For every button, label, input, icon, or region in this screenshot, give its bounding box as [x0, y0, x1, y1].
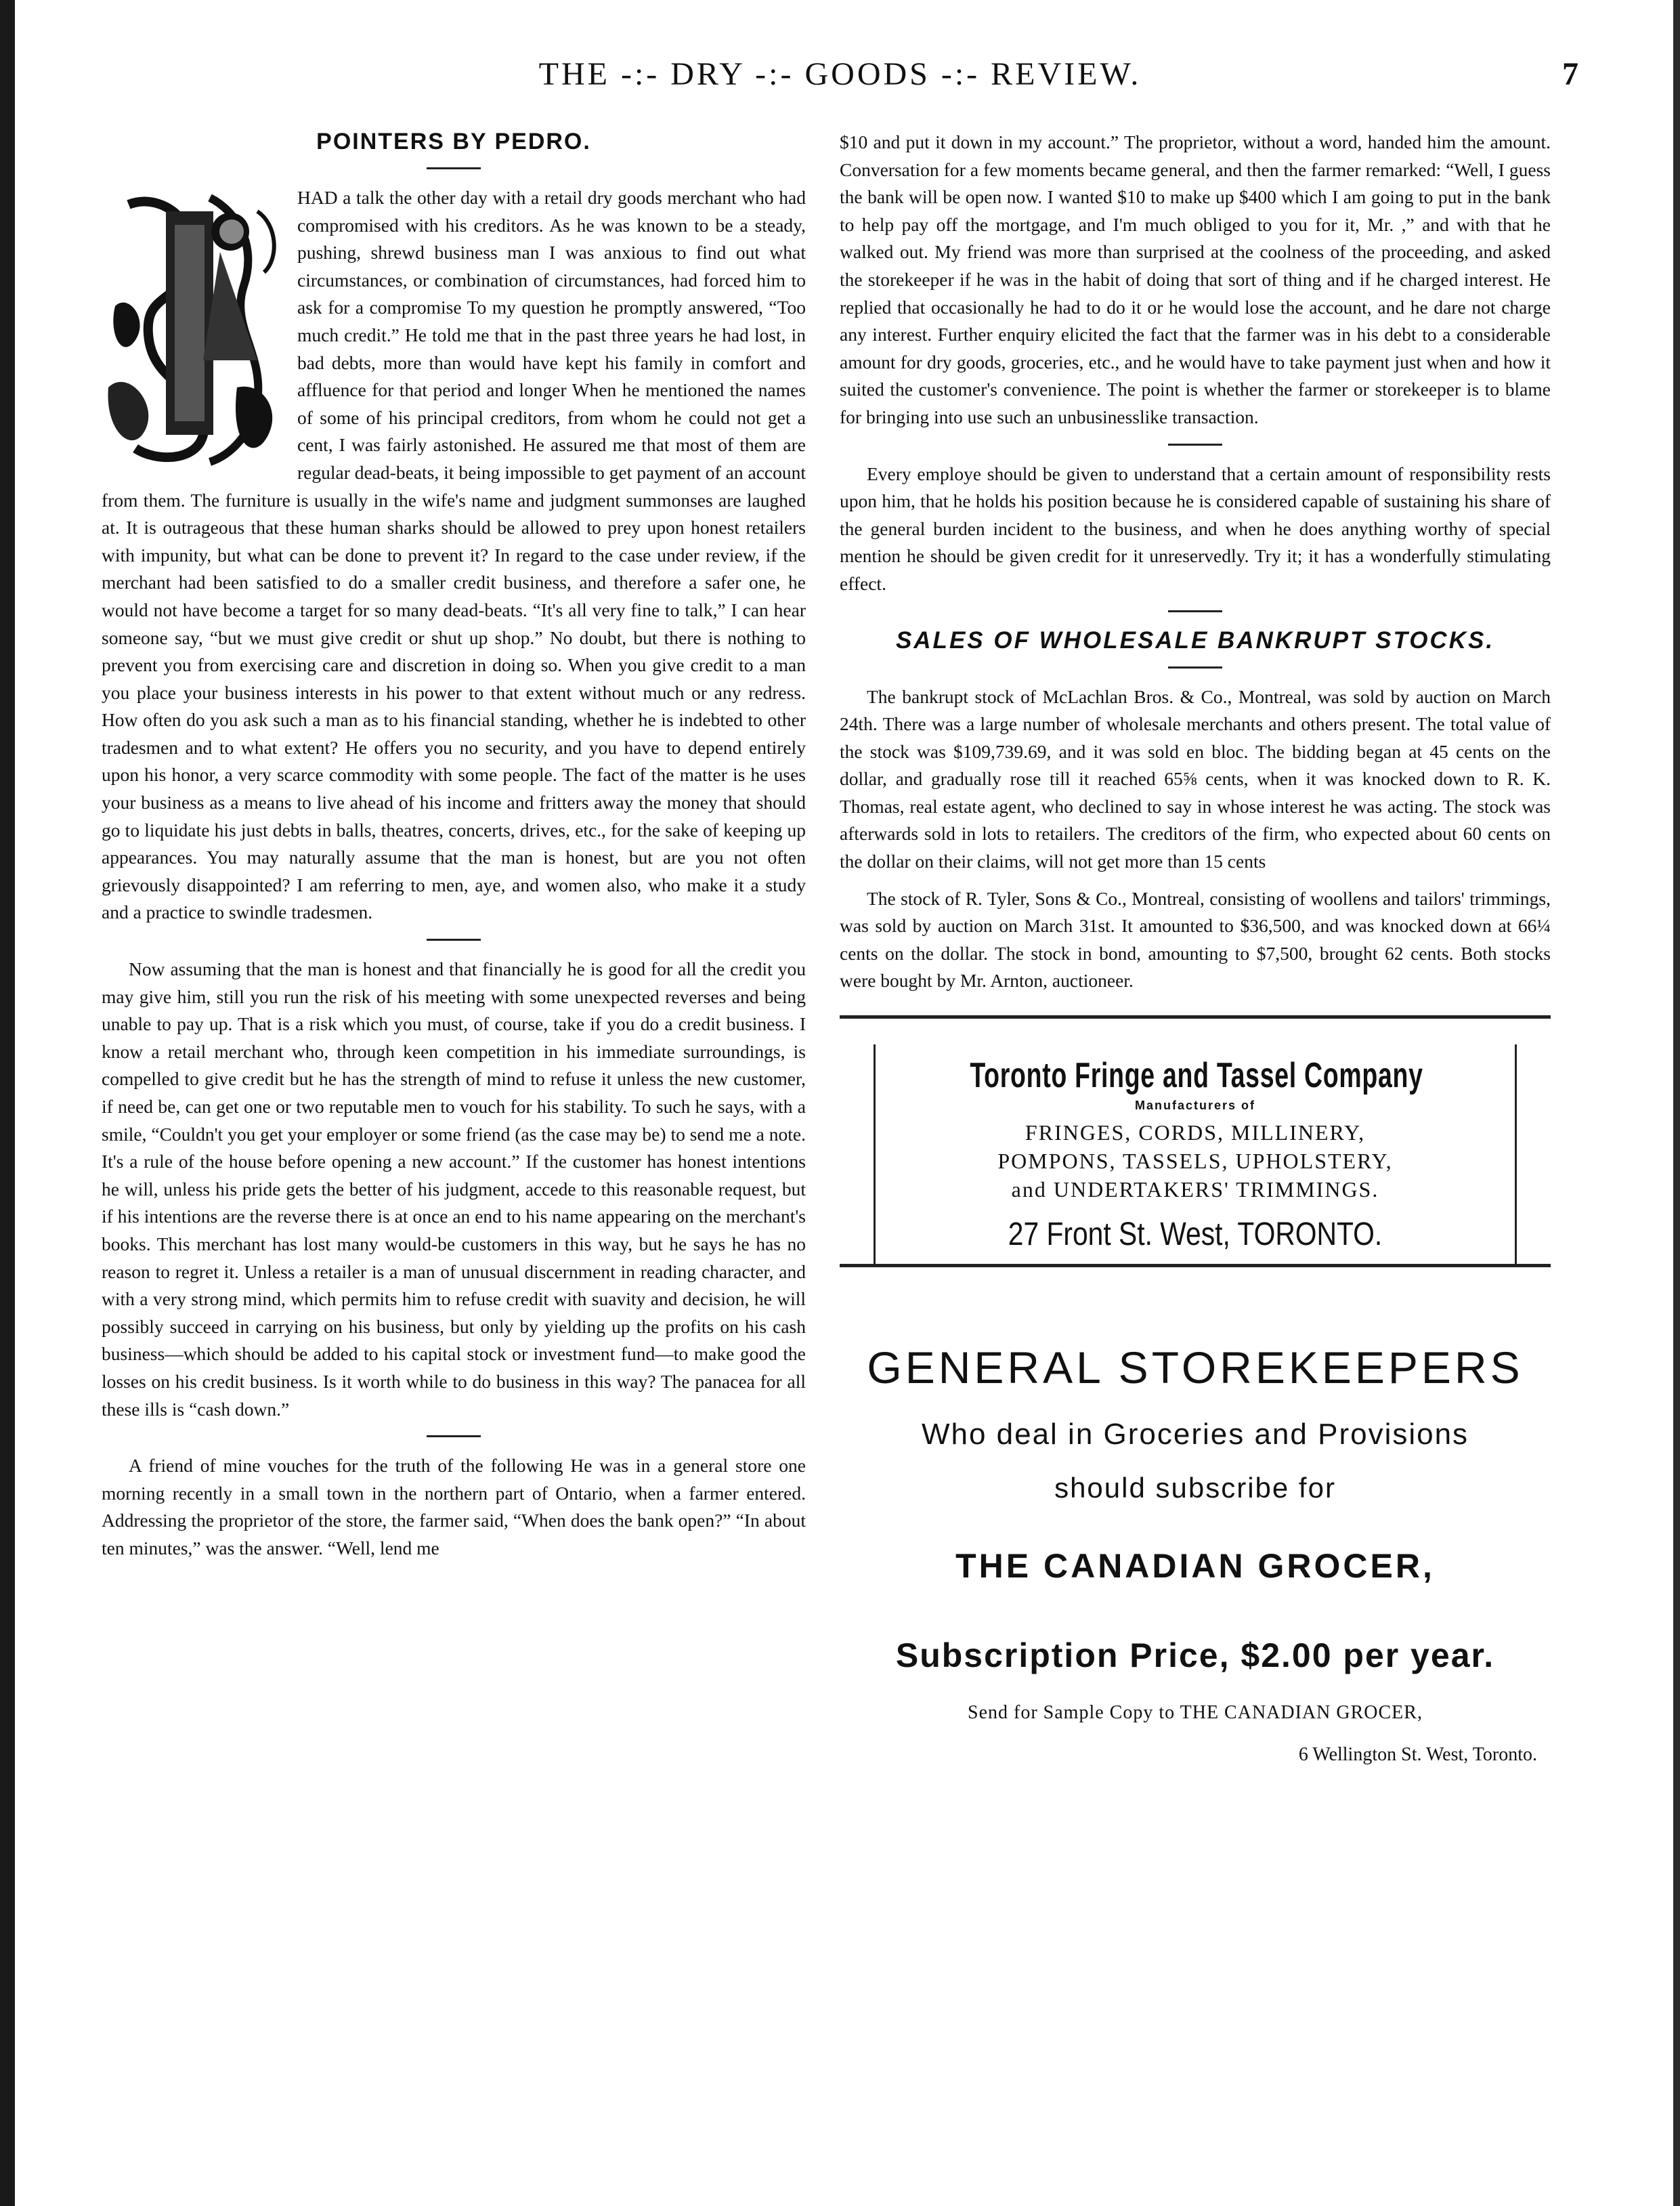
- article-title-bankrupt-stocks: SALES OF WHOLESALE BANKRUPT STOCKS.: [895, 627, 1495, 654]
- article-paragraph: HAD a talk the other day with a retail dry goods merchant who had compromised with his creditors. As he was known to be a steady, pushing, shrewd business man I was anxious to find out what circumstances, or combination of circumstances, had forced him to ask for a compromise To my question he promptly answered, “Too much credit.” He told me that in the past three years he had lost, in bad debts, more than would have kept his family in comfort and affluence for that period and longer When he mentioned the names of some of his principal creditors, from whom he could not get a cent, I was fairly astonished. He assured me that most of them are regular dead-beats, it being impossible to get payment of an account from them. The furniture is usually in the wife's name and judgment summonses are laughed at. It is outrageous that these human sharks should be allowed to prey upon honest retailers with impunity, but what can be done to prevent it? In regard to the case under review, if the merchant had been satisfied to do a smaller credit business, and therefore a safer one, he would not have become a target for so many dead-beats. “It's all very fine to talk,” I can hear someone say, “but we must give credit or shut up shop.” No doubt, but there is nothing to prevent you from exercising care and discretion in doing so. When you give credit to a man you place your business interests in his power to that extent without much or any redress. How often do you ask such a man as to his financial standing, whether he is indebted to other tradesmen and to what extent? He offers you no security, and you have to depend entirely upon his honor, a very scarce commodity with some people. The fact of the matter is he uses your business as a means to live ahead of his income and fritters away the money that should go to liquidate his just debts in balls, theatres, concerts, drives, etc., for the sake of keeping up appearances. You may naturally assume that the man is honest, but are you not often grievously disappointed? I am referring to men, aye, and women also, who make it a study and a practice to swindle tradesmen.: [102, 187, 806, 923]
- promo-title: GENERAL STOREKEEPERS: [867, 1342, 1524, 1393]
- scan-edge-left: [0, 0, 15, 2206]
- article-continuation: $10 and put it down in my account.” The proprietor, without a word, handed him the amount. Conversation for a few moments became general, and then the farmer remarked: “Well, I guess the bank will be open now. I wanted $10 to make up $400 which I am going to put in the bank to help pay off the mortgage, and I'm much obliged to you for it, Mr. ,” and with that he walked out. My friend was more than surprised at the coolness of the proceeding, and asked the storekeeper if he was in the habit of doing that sort of thing and if he charged interest. He replied that occasionally he had to do it or he would lose the account, and he dare not charge any interest. Further enquiry elicited the fact that the farmer was in his debt to a considerable amount for dry goods, groceries, etc., and he would have to take payment just when and how it suited the customer's convenience. The point is whether the farmer or storekeeper is to blame for bringing into use such an unbusinesslike transaction.: [840, 131, 1551, 427]
- title-rule: [1168, 666, 1222, 669]
- ad-subtitle: Manufacturers of: [1134, 1099, 1256, 1113]
- promo-send-copy: Send for Sample Copy to THE CANADIAN GROCER,: [968, 1702, 1423, 1724]
- left-column: [102, 129, 806, 1572]
- page-header: [0, 56, 1680, 103]
- promo-magazine-name: THE CANADIAN GROCER,: [955, 1547, 1435, 1586]
- right-column: [840, 129, 1551, 1766]
- opening-section: [102, 184, 806, 927]
- decorated-initial-illustration: [102, 184, 288, 469]
- page-number: 7: [1562, 56, 1578, 92]
- article-paragraph: Now assuming that the man is honest and that financially he is good for all the credit you may give him, still you run the risk of his meeting with some unexpected reverses and being unable to pay up. That is a risk which you must, of course, take if you do a credit business. I know a retail merchant who, through keen competition in his immediate surroundings, is compelled to give credit but he has the strength of mind to refuse it unless the new customer, if need be, can get one or two reputable men to vouch for his stability. To such he says, with a smile, “Couldn't you get your employer or some friend (as the case may be) to send me a note. It's a rule of the house before opening a new account.” If the customer has honest intentions he will, unless his pride gets the better of his judgment, accede to this reasonable request, but if his intentions are the reverse there is at once an end to his name appearing on the merchant's books. This merchant has lost many would-be customers in this way, but he says he has no reason to regret it. Unless a retailer is a man of unusual discernment in reading character, and with a very strong mind, which permits him to refuse credit with suavity and decision, he will possibly succeed in carrying on his business, but only by yielding up the profits on his cash business—which should be added to his capital stock or investment fund—to make good the losses on his credit business. Is it worth while to do business in this way? The panacea for all these ills is “cash down.”: [102, 958, 806, 1420]
- scan-edge-right: [1673, 0, 1680, 2206]
- advertisement-box: [874, 1044, 1517, 1264]
- promo-price: Subscription Price, $2.00 per year.: [895, 1636, 1495, 1675]
- promo-line: should subscribe for: [1054, 1472, 1336, 1504]
- article-paragraph: The bankrupt stock of McLachlan Bros. & Co., Montreal, was sold by auction on March 24th. There was a large number of wholesale merchants and others present. The total value of the stock was $109,739.69, and it was sold en bloc. The bidding began at 45 cents on the dollar, and gradually rose till it reached 65⅝ cents, when it was knocked down to R. K. Thomas, real estate agent, who declined to say in whose interest he was acting. The stock was afterwards sold in lots to retailers. The creditors of the firm, who expected about 60 cents on the dollar on their claims, will not get more than 15 cents: [840, 685, 1551, 872]
- subscription-promo: [840, 1342, 1551, 1766]
- article-title-pointers: POINTERS BY PEDRO.: [316, 129, 591, 154]
- ad-company-name: Toronto Fringe and Tassel Company: [970, 1056, 1423, 1096]
- ad-rule-top: [840, 1015, 1551, 1019]
- section-divider: [427, 1435, 481, 1437]
- article-paragraph: The stock of R. Tyler, Sons & Co., Montreal, consisting of woollens and tailors' trimmings, was sold by auction on March 31st. It amounted to $36,500, and was knocked down at 66¼ cents on the dollar. The stock in bond, amounting to $7,500, brought 62 cents. Both stocks were bought by Mr. Arnton, auctioneer.: [840, 887, 1551, 992]
- ad-address: 27 Front St. West, TORONTO.: [1008, 1216, 1383, 1253]
- ad-products-line: FRINGES, CORDS, MILLINERY,: [1025, 1120, 1366, 1145]
- ad-products-line: and UNDERTAKERS' TRIMMINGS.: [1011, 1177, 1379, 1202]
- section-divider: [427, 939, 481, 941]
- running-title: THE -:- DRY -:- GOODS -:- REVIEW.: [538, 56, 1142, 92]
- ad-rule-bottom: [840, 1264, 1551, 1267]
- section-divider: [1168, 444, 1222, 446]
- section-divider: [1168, 610, 1222, 612]
- article-paragraph: Every employe should be given to understand that a certain amount of responsibility rests upon him, that he holds his position because he is considered capable of sustaining his share of the general burden incident to the business, and when he does anything worthy of special mention he should be given credit for it unreservedly. Try it; it has a wonderfully stimulating effect.: [840, 463, 1551, 594]
- promo-line: Who deal in Groceries and Provisions: [921, 1418, 1469, 1451]
- promo-address: 6 Wellington St. West, Toronto.: [1298, 1744, 1537, 1766]
- title-rule: [427, 167, 481, 169]
- ad-products-line: POMPONS, TASSELS, UPHOLSTERY,: [997, 1149, 1393, 1174]
- article-paragraph: A friend of mine vouches for the truth of the following He was in a general store one morning recently in a small town in the northern part of Ontario, when a farmer entered. Addressing the proprietor of the store, the farmer said, “When does the bank open?” “In about ten minutes,” was the answer. “Well, lend me: [102, 1455, 806, 1558]
